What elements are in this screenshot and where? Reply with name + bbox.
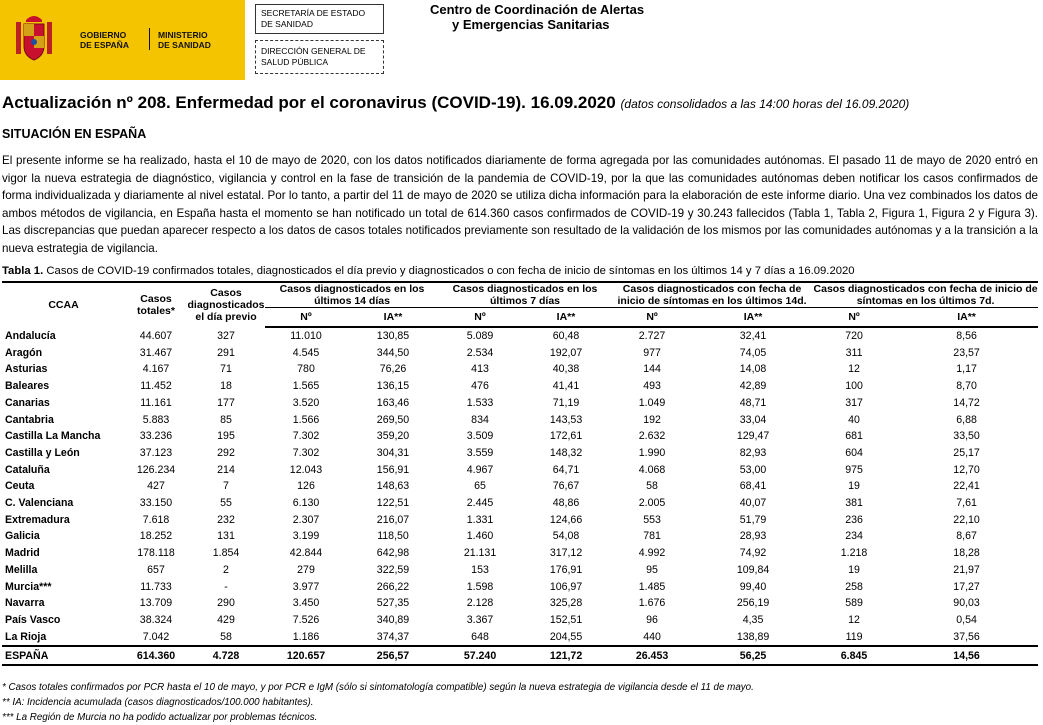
ccaa-name-cell: Castilla La Mancha [5,430,101,443]
table-cell: 527,35 [376,597,410,610]
table-cell: 148,63 [376,480,410,493]
table-row [2,528,1038,545]
table-cell: 74,05 [739,346,767,359]
header-n: Nº [265,308,347,328]
footnote-3: *** La Región de Murcia no ha podido actualizar por problemas técnicos. [2,712,318,723]
table-cell: 11.010 [290,330,322,342]
table-cell: 381 [845,497,863,510]
ccaa-name-cell: Baleares [5,380,50,393]
table-cell: 143,53 [549,413,583,426]
table-cell: 18.252 [139,530,173,543]
table-cell: 4.992 [638,547,666,560]
table-cell: 37.123 [139,446,173,459]
table-cell: 553 [643,513,661,526]
table-cell: 129,47 [736,430,770,443]
table-cell: 614.360 [125,646,187,665]
table-cell: 11.161 [140,396,172,409]
table-cell: 256,19 [736,597,770,610]
table-cell: 26.453 [611,646,693,665]
table-row [2,428,1038,445]
table-cell: 1.598 [466,580,494,593]
table-cell: 18 [220,380,232,393]
table-cell: 413 [471,363,489,376]
table-cell: 144 [643,363,661,376]
table-cell: 3.450 [292,597,320,610]
table-cell: 23,57 [953,346,980,359]
ccaa-name-cell: Galicia [5,530,40,543]
intro-paragraph: El presente informe se ha realizado, hasta el 10 de mayo de 2020, con los datos notificados diariamente de forma agregada por las comunidades autónomas. El pasado 11 de mayo de 2020 entró en vigor la nueva estrategia de diagnóstico, vigilancia y control en la fase de transición de la pandemia de COVID-19, por la que las comunidades autónomas deben notificar los casos confirmados de forma individualizada y diariamente al nivel estatal. Por lo tanto, a partir del 11 de mayo de 2020 se utiliza dicha información para la elaboración de este informe diario. Una vez combinados los datos de ambos métodos de vigilancia, en España hasta el momento se han notificado un total de 614.360 casos confirmados de COVID-19 y 30.243 fallecidos (Tabla 1, Tabla 2, Figura 1, Figura 2 y Figura 3). Las discrepancias que puedan aparecer respecto a los datos de casos totales notificados previamente son resultado de la validación de los mismos por las comunidades autónomas y a la transición a la nueva estrategia de vigilancia. [2,154,1038,255]
ccaa-name-cell: Castilla y León [5,446,80,459]
table-row [2,595,1038,612]
table-cell: 5.089 [466,330,494,342]
table-cell: 3.977 [292,580,320,593]
table-cell: 176,91 [549,563,583,576]
table-caption [2,265,855,277]
table-cell: 204,55 [549,630,583,643]
ccaa-name-cell: Cataluña [5,463,50,476]
table-cell: 269,50 [376,413,410,426]
ccaa-name-cell: Andalucía [5,329,56,342]
table-cell: 7.302 [292,446,320,459]
table-cell: 8,67 [956,530,977,543]
table-cell: 156,91 [376,463,410,476]
table-cell: 195 [217,430,235,443]
table-cell: 1.485 [638,580,666,593]
table-cell: 19 [848,480,860,493]
table-cell: 40,07 [739,497,767,510]
table-total-row [2,646,1038,665]
ministerio-line1: MINISTERIO [158,30,208,40]
secretaria-line2: DE SANIDAD [261,19,313,29]
header-ia: IA** [347,308,439,328]
table-cell: 71 [220,363,232,376]
ccaa-name-cell: Cantabria [5,413,54,426]
table-cell: 304,31 [376,446,410,459]
table-cell: 2.632 [638,430,666,443]
table-cell: 120.657 [265,646,347,665]
table-cell: 37,56 [953,630,980,643]
header-group-sintomas-7d: Casos diagnosticados con fecha de inicio de síntomas en los últimos 7d. [813,283,1038,307]
table-cell: 12,70 [953,463,980,476]
table-cell: 1.566 [292,413,320,426]
table-row [2,478,1038,495]
table-cell: 96 [646,613,658,626]
table-cell: 311 [845,346,863,359]
ministerio-label [158,30,211,50]
table-cell: 40,38 [552,363,580,376]
table-cell: 119 [845,630,863,643]
direccion-line2: SALUD PÚBLICA [261,57,329,67]
header-n: Nº [611,308,693,328]
table-cell: 60,48 [552,330,580,342]
table-cell: 1.565 [292,380,320,393]
table-cell: 1.331 [466,513,494,526]
header-casos-totales: Casos totales* [125,282,187,327]
table-cell: 153 [471,563,489,576]
gobierno-line2: DE ESPAÑA [80,40,129,50]
footnotes [2,680,754,725]
table-cell: 177 [217,396,235,409]
direccion-box [255,40,384,74]
table-cell: 12 [848,363,860,376]
table-caption-text: Casos de COVID-19 confirmados totales, diagnosticados el día previo y diagnosticados o con fecha de inicio de síntomas en los últimos 14 y 7 días a 16.09.2020 [43,265,855,277]
table-cell: 178.118 [137,547,175,560]
secretaria-line1: SECRETARÍA DE ESTADO [261,8,366,18]
table-cell: 2.727 [638,330,666,342]
ccaa-name-cell: ESPAÑA [2,646,125,665]
table-cell: 429 [217,613,235,626]
table-cell: 648 [471,630,489,643]
table-cell: 232 [217,513,235,526]
table-cell: 1.676 [638,597,666,610]
table-cell: 290 [217,597,235,610]
table-cell: 33,04 [739,413,767,426]
table-cell: 118,50 [377,530,409,543]
header-group-14d: Casos diagnosticados en los últimos 14 días [265,282,439,308]
table-cell: 122,51 [376,497,410,510]
ccaa-name-cell: Extremadura [5,513,70,526]
table-cell: 106,97 [549,580,583,593]
table-cell: 4.967 [466,463,494,476]
table-cell: 1.049 [638,396,666,409]
table-cell: 1,17 [956,363,977,376]
table-cell: 256,57 [347,646,439,665]
ccaa-name-cell: Navarra [5,597,45,610]
table-cell: 1.218 [840,547,868,560]
table-cell: 7 [223,480,229,493]
table-row [2,545,1038,562]
table-cell: 977 [643,346,661,359]
table-cell: 322,59 [376,563,410,576]
table-cell: 325,28 [549,597,583,610]
table-cell: 58 [220,630,232,643]
table-cell: 11.733 [140,580,172,593]
table-cell: 19 [848,563,860,576]
header-n: Nº [813,308,895,328]
table-cell: 152,51 [549,613,583,626]
secretaria-box [255,4,384,34]
table-cell: 7.042 [142,630,170,643]
coat-of-arms-icon [14,12,54,64]
table-cell: 440 [643,630,661,643]
table-cell: 216,07 [376,513,410,526]
table-cell: 22,41 [953,480,980,493]
table-cell: 317 [845,396,863,409]
header-ccaa: CCAA [2,282,125,327]
table-cell: 1.186 [292,630,320,643]
table-cell: 214 [217,463,235,476]
table-cell: 121,72 [521,646,611,665]
table-cell: 109,84 [736,563,770,576]
table-cell: 975 [845,463,863,476]
table-cell: 6.130 [292,497,320,510]
section-heading: SITUACIÓN EN ESPAÑA [2,127,147,141]
table-cell: 3.367 [466,613,494,626]
table-cell: 291 [217,346,235,359]
table-cell: 18,28 [953,547,980,560]
table-cell: 12.043 [289,463,323,476]
ccaes-line2: y Emergencias Sanitarias [452,17,610,32]
table-cell: 17,27 [953,580,980,593]
table-cell: - [224,580,228,593]
table-cell: 4.068 [638,463,666,476]
table-cell: 32,41 [739,330,767,342]
table-cell: 3.559 [466,446,494,459]
table-cell: 148,32 [549,446,583,459]
header-ia: IA** [521,308,611,328]
ccaa-name-cell: C. Valenciana [5,497,74,510]
table-cell: 4.728 [187,646,265,665]
ccaa-name-cell: Melilla [5,563,38,576]
ccaa-name-cell: Canarias [5,396,50,409]
table-cell: 317,12 [549,547,583,560]
table-row [2,445,1038,462]
table-cell: 76,26 [379,363,407,376]
table-cell: 76,67 [552,480,580,493]
table-cell: 44.607 [139,329,173,342]
table-cell: 589 [845,597,863,610]
table-cell: 41,41 [552,380,580,393]
table-cell: 22,10 [953,513,980,526]
table-cell: 56,25 [693,646,813,665]
table-cell: 21,97 [953,563,980,576]
table-cell: 5.883 [142,413,170,426]
table-cell: 7,61 [956,497,977,510]
table-cell: 781 [643,530,661,543]
table-cell: 136,15 [376,380,410,393]
table-cell: 42,89 [739,380,767,393]
table-cell: 1.533 [466,396,494,409]
table-cell: 340,89 [376,613,410,626]
table-cell: 7.618 [142,513,170,526]
ccaes-title [430,2,644,32]
table-cell: 48,86 [552,497,580,510]
table-cell: 834 [471,413,489,426]
table-cell: 493 [643,380,661,393]
table-cell: 0,54 [956,613,977,626]
table-row [2,579,1038,596]
table-cell: 4.545 [292,346,320,359]
report-title-text: Actualización nº 208. Enfermedad por el coronavirus (COVID-19). 16.09.2020 [2,93,616,112]
table-cell: 374,37 [376,630,410,643]
table-cell: 3.520 [292,396,320,409]
government-banner [0,0,245,80]
table-cell: 6.845 [813,646,895,665]
ministerio-line2: DE SANIDAD [158,40,211,50]
table-row [2,612,1038,629]
table-row [2,378,1038,395]
table-cell: 2.005 [638,497,666,510]
table-cell: 51,79 [739,513,767,526]
table-cell: 476 [471,380,489,393]
table-cell: 100 [845,380,863,393]
table-cell: 4.167 [142,363,170,376]
table-cell: 279 [297,563,315,576]
banner-divider [149,28,150,50]
table-cell: 681 [845,430,863,443]
header-dia-previo: Casos diagnosticados el día previo [187,282,265,327]
table-row [2,361,1038,378]
table-cell: 604 [845,446,863,459]
table-cell: 234 [845,530,863,543]
table-cell: 14,08 [739,363,767,376]
table-cell: 95 [646,563,658,576]
table-cell: 236 [845,513,863,526]
table-cell: 1.990 [638,446,666,459]
header-group-sintomas-14d: Casos diagnosticados con fecha de inicio de síntomas en los últimos 14d. [611,282,813,308]
table-cell: 58 [646,480,658,493]
header-ia: IA** [895,308,1038,328]
table-cell: 11.452 [140,380,172,393]
table-cell: 82,93 [739,446,767,459]
table-cell: 64,71 [552,463,580,476]
table-cell: 327 [217,329,235,342]
ccaa-name-cell: La Rioja [5,630,47,643]
table-cell: 2 [223,563,229,576]
table-cell: 8,70 [956,380,977,393]
table-cell: 57.240 [439,646,521,665]
table-cell: 7.302 [292,430,320,443]
table-cell: 172,61 [549,430,583,443]
table-cell: 13.709 [139,597,173,610]
table-cell: 1.460 [466,530,494,543]
table-row [2,562,1038,579]
table-cell: 40 [848,413,860,426]
table-cell: 780 [297,363,315,376]
table-cell: 7.526 [292,613,320,626]
table-cell: 344,50 [376,346,410,359]
header-group-7d: Casos diagnosticados en los últimos 7 días [439,282,611,308]
table-cell: 14,72 [953,396,980,409]
ccaa-name-cell: Asturias [5,363,48,376]
table-cell: 25,17 [953,446,980,459]
table-cell: 292 [217,446,235,459]
table-cell: 2.307 [292,513,320,526]
ccaa-name-cell: País Vasco [5,613,61,626]
table-cell: 33.236 [139,430,173,443]
table-cell: 12 [848,613,860,626]
table-cell: 38.324 [139,613,173,626]
table-cell: 42.844 [289,547,323,560]
table-cell: 3.199 [292,530,320,543]
table-cell: 1.854 [212,547,240,560]
direccion-line1: DIRECCIÓN GENERAL DE [261,46,366,56]
table-cell: 131 [217,530,235,543]
ccaa-name-cell: Aragón [5,346,43,359]
table-cell: 130,85 [376,330,410,342]
ccaes-line1: Centro de Coordinación de Alertas [430,2,645,17]
table-cell: 68,41 [739,480,767,493]
table-cell: 28,93 [739,530,767,543]
report-title-note: (datos consolidados a las 14:00 horas del 16.09.2020) [620,97,910,111]
table-cell: 126 [297,480,315,493]
table-cell: 54,08 [552,530,580,543]
table-row [2,412,1038,429]
report-title [2,93,909,113]
footnote-1: * Casos totales confirmados por PCR hasta el 10 de mayo, y por PCR e IgM (sólo si sintomatología compatible) según la nueva estrategia de vigilancia desde el 11 de mayo. [2,682,754,693]
table-cell: 192 [643,413,661,426]
table-cell: 2.128 [466,597,494,610]
gobierno-line1: GOBIERNO [80,30,127,40]
table-cell: 8,56 [956,330,977,342]
table-cell: 53,00 [739,463,767,476]
table-cell: 31.467 [139,346,173,359]
table-body [2,327,1038,665]
covid-cases-table [2,281,1038,666]
table-cell: 2.445 [466,497,494,510]
table-cell: 33.150 [139,497,173,510]
table-cell: 2.534 [466,346,494,359]
table-row [2,327,1038,345]
table-cell: 124,66 [549,513,583,526]
table-row [2,629,1038,647]
table-cell: 6,88 [956,413,977,426]
table-cell: 359,20 [376,430,410,443]
table-caption-label: Tabla 1. [2,265,44,277]
table-cell: 21.131 [463,547,497,560]
table-cell: 14,56 [895,646,1038,665]
table-cell: 48,71 [739,396,767,409]
header-n: Nº [439,308,521,328]
table-cell: 138,89 [736,630,770,643]
table-row [2,495,1038,512]
header-ia: IA** [693,308,813,328]
gobierno-label [80,30,129,50]
table-cell: 657 [147,563,165,576]
table-cell: 258 [845,580,863,593]
ccaa-name-cell: Madrid [5,547,40,560]
table-cell: 55 [220,497,232,510]
footnote-2: ** IA: Incidencia acumulada (casos diagnosticados/100.000 habitantes). [2,697,314,708]
table-cell: 99,40 [739,580,767,593]
ccaa-name-cell: Murcia*** [5,580,52,593]
table-cell: 65 [474,480,486,493]
table-cell: 642,98 [376,547,410,560]
table-cell: 4,35 [742,613,764,626]
table-cell: 427 [147,480,165,493]
ccaa-name-cell: Ceuta [5,480,35,493]
table-cell: 33,50 [953,430,980,443]
table-cell: 3.509 [466,430,494,443]
table-row [2,462,1038,479]
table-cell: 71,19 [552,396,580,409]
table-cell: 90,03 [953,597,980,610]
table-cell: 126.234 [136,463,176,476]
table-row [2,512,1038,529]
table-cell: 192,07 [549,346,583,359]
table-cell: 163,46 [376,396,410,409]
table-row [2,395,1038,412]
table-cell: 85 [220,413,232,426]
table-row [2,345,1038,362]
table-cell: 266,22 [376,580,410,593]
table-cell: 74,92 [739,547,767,560]
table-cell: 720 [845,330,863,342]
